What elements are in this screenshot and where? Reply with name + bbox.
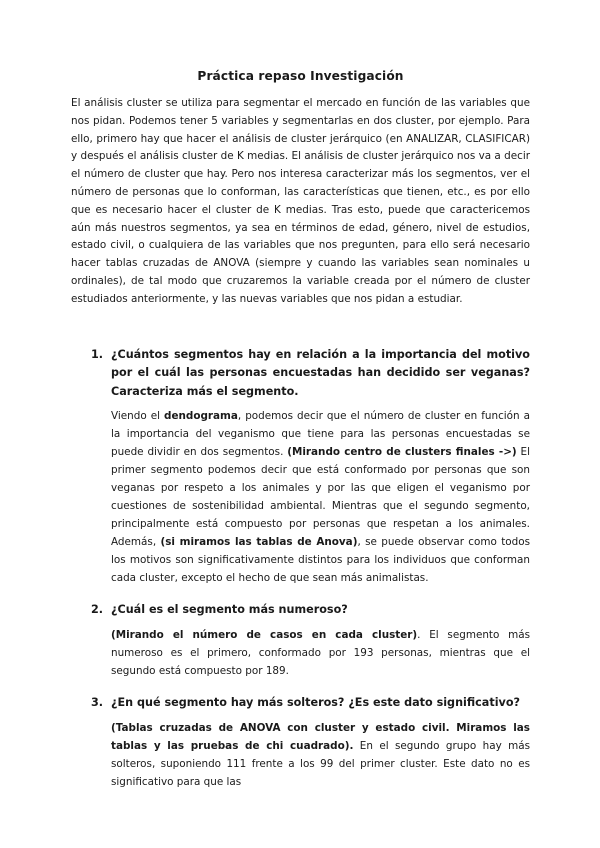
question-number: 1. [91, 347, 104, 361]
intro-paragraph: El análisis cluster se utiliza para segmentar el mercado en función de las variables que nos pidan. Podemos tener 5 variables y segmentarlas en dos cluster, por ejemplo. Para ello, primero hay que hacer el análisis de cluster jerárquico (en ANALIZAR, CLASIFICAR) y después el análisis cluster de K medias. El análisis de cluster jerárquico nos va a decir el número de cluster que hay. Pero nos interesa caracterizar más los segmentos, ver el número de personas que lo conforman, las características que tienen, etc., es por ello que es necesario hacer el cluster de K medias. Tras esto, puede que caractericemos aún más nuestros segmentos, ya sea en términos de edad, género, nivel de estudios, estado civil, o cualquiera de las variables que nos pregunten, para ello será necesario hacer tablas cruzadas de ANOVA (siempre y cuando las variables sean nominales u ordinales), de tal modo que cruzaremos la variable creada por el número de cluster estudiados anteriormente, y las nuevas variables que nos pidan a estudiar. [71, 97, 530, 305]
question-list [71, 346, 530, 791]
question-item-2 [71, 601, 530, 680]
question-item-3 [71, 694, 530, 791]
question-number: 3. [91, 695, 104, 709]
answer-text: (Mirando el número de casos en cada cluster). El segmento más numeroso es el primero, conformado por 193 personas, mientras que el segundo está compuesto por 189. [111, 628, 531, 677]
question-number: 2. [91, 603, 104, 617]
question-text: ¿En qué segmento hay más solteros? ¿Es este dato significativo? [111, 695, 520, 709]
question-item-1 [71, 346, 530, 588]
question-text: ¿Cuántos segmentos hay en relación a la importancia del motivo por el cuál las personas encuestadas han decidido ser veganas? Caracteriza más el segmento. [111, 347, 530, 398]
answer-text: Viendo el dendograma, podemos decir que el número de cluster en función a la importancia del veganismo que tiene para las personas encuestadas se puede dividir en dos segmentos. (Mirando centro de clusters finales ->) El primer segmento podemos decir que está conformado por personas que son veganas por respeto a los animales y por las que eligen el veganismo por cuestiones de sostenibilidad ambiental. Mientras que el segundo segmento, principalmente está compuesto por personas que respetan a los animales. Además, (si miramos las tablas de Anova), se puede observar como todos los motivos son significativamente distintos para los individuos que conforman cada cluster, excepto el hecho de que sean más animalistas. [111, 410, 530, 585]
question-text: ¿Cuál es el segmento más numeroso? [111, 603, 348, 617]
page-title: Práctica repaso Investigación [197, 69, 404, 83]
answer-text: (Tablas cruzadas de ANOVA con cluster y estado civil. Miramos las tablas y las pruebas de chi cuadrado). En el segundo grupo hay más solteros, suponiendo 111 frente a los 99 del primer cluster. Este dato no es significativo para que las [111, 721, 530, 788]
